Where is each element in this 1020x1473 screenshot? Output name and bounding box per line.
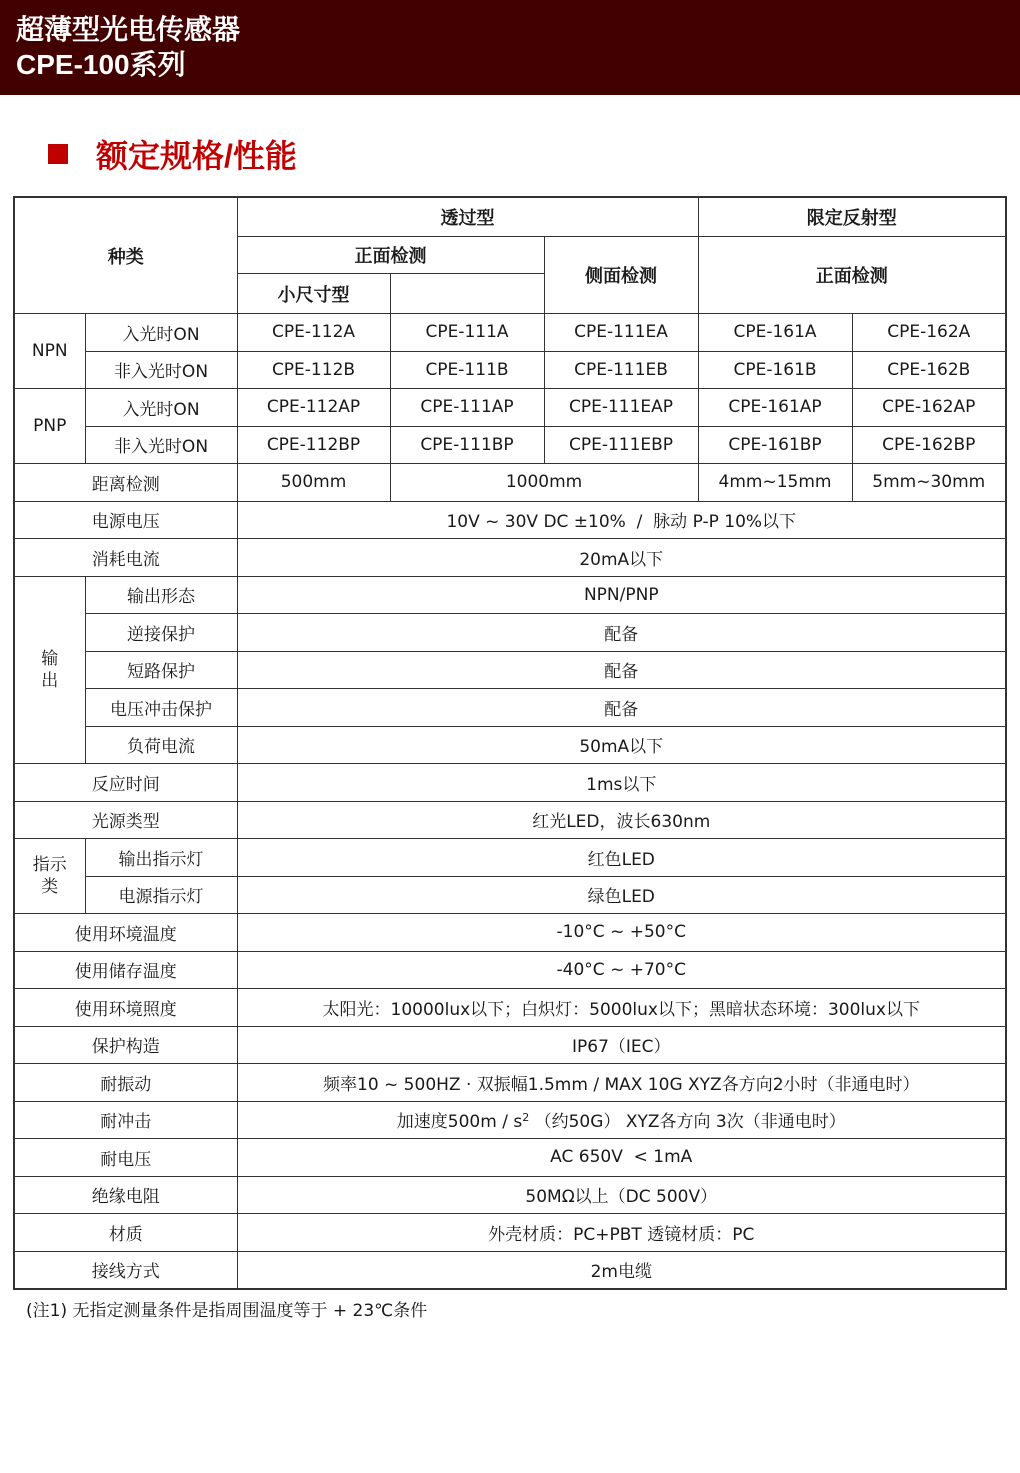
spec-value: 500mm [237,464,390,502]
spec-value: 配备 [237,614,1006,652]
model-cell: CPE-111EBP [544,426,698,464]
spec-value [237,1101,1006,1139]
model-cell: CPE-112AP [237,389,390,427]
spec-value: 50MΩ以上（DC 500V） [237,1176,1006,1214]
model-cell: CPE-111BP [390,426,544,464]
header-transmissive: 透过型 [237,197,698,236]
spec-value: NPN/PNP [237,576,1006,614]
spec-label: 短路保护 [85,651,237,689]
table-row [14,501,1006,539]
model-cell: CPE-162A [852,314,1006,352]
group-output [14,576,85,764]
table-row [14,989,1006,1027]
group-pnp: PNP [14,389,85,464]
table-row [14,314,1006,352]
spec-value: 红色LED [237,839,1006,877]
mode-label: 入光时ON [85,389,237,427]
table-row [14,651,1006,689]
table-row [14,1176,1006,1214]
footnote: (注1) 无指定测量条件是指周围温度等于 + 23℃条件 [26,1301,428,1321]
spec-label: 耐冲击 [14,1101,237,1139]
spec-value: 4mm~15mm [698,464,852,502]
table-row [14,801,1006,839]
table-row [14,351,1006,389]
spec-label: 使用储存温度 [14,951,237,989]
model-cell: CPE-112A [237,314,390,352]
model-cell: CPE-161AP [698,389,852,427]
spec-value: 20mA以下 [237,539,1006,577]
model-cell: CPE-111EB [544,351,698,389]
table-row [14,876,1006,914]
spec-value: 50mA以下 [237,726,1006,764]
square-bullet-icon [48,144,68,164]
spec-value: IP67（IEC） [237,1026,1006,1064]
table-row [14,914,1006,952]
model-cell: CPE-111B [390,351,544,389]
table-row [14,539,1006,577]
model-cell: CPE-111AP [390,389,544,427]
spec-label: 反应时间 [14,764,237,802]
header-band [0,0,1020,95]
shock-value-superscript: 2 [522,1111,530,1125]
spec-value: 红光LED，波长630nm [237,801,1006,839]
spec-label: 保护构造 [14,1026,237,1064]
model-cell: CPE-112B [237,351,390,389]
table-row [14,1214,1006,1252]
model-cell: CPE-161BP [698,426,852,464]
spec-value: 1000mm [390,464,698,502]
table-row [14,1251,1006,1289]
table-row [14,1139,1006,1177]
spec-value: -40°C ~ +70°C [237,951,1006,989]
spec-label: 光源类型 [14,801,237,839]
model-cell: CPE-161A [698,314,852,352]
model-cell: CPE-162B [852,351,1006,389]
spec-value: 配备 [237,689,1006,727]
table-row [14,614,1006,652]
spec-label: 使用环境温度 [14,914,237,952]
mode-label: 非入光时ON [85,351,237,389]
spec-label: 距离检测 [14,464,237,502]
header-empty-cell [390,274,544,314]
table-row [14,389,1006,427]
group-npn: NPN [14,314,85,389]
spec-label: 耐振动 [14,1064,237,1102]
spec-label: 电压冲击保护 [85,689,237,727]
group-indicators [14,839,85,914]
header-limited-reflective: 限定反射型 [698,197,1006,236]
spec-value: 5mm~30mm [852,464,1006,502]
spec-table [13,196,1007,1290]
spec-label: 绝缘电阻 [14,1176,237,1214]
model-cell: CPE-111EA [544,314,698,352]
spec-label: 消耗电流 [14,539,237,577]
spec-label: 电源指示灯 [85,876,237,914]
spec-label: 使用环境照度 [14,989,237,1027]
spec-label: 材质 [14,1214,237,1252]
shock-value-prefix: 加速度500m / s [396,1112,523,1133]
header-side-detection: 侧面检测 [544,236,698,314]
product-title: 超薄型光电传感器 [16,14,241,45]
spec-label: 负荷电流 [85,726,237,764]
model-cell: CPE-162AP [852,389,1006,427]
mode-label: 非入光时ON [85,426,237,464]
table-row [14,464,1006,502]
spec-label: 耐电压 [14,1139,237,1177]
mode-label: 入光时ON [85,314,237,352]
table-row [14,426,1006,464]
model-cell: CPE-161B [698,351,852,389]
table-row [14,951,1006,989]
spec-label: 输出形态 [85,576,237,614]
group-output-label: 输出 [41,648,59,691]
table-row [14,689,1006,727]
spec-label: 逆接保护 [85,614,237,652]
section-heading [48,132,297,176]
spec-value: 2m电缆 [237,1251,1006,1289]
spec-value: 配备 [237,651,1006,689]
table-row [14,839,1006,877]
table-row [14,576,1006,614]
spec-value: AC 650V < 1mA [237,1139,1006,1177]
spec-value: 外壳材质：PC+PBT 透镜材质：PC [237,1214,1006,1252]
header-kind: 种类 [14,197,237,314]
table-row [14,764,1006,802]
table-row [14,1064,1006,1102]
spec-value: 绿色LED [237,876,1006,914]
spec-label: 接线方式 [14,1251,237,1289]
header-front-detection: 正面检测 [237,236,544,274]
spec-value: 频率10 ~ 500HZ · 双振幅1.5mm / MAX 10G XYZ各方向2小时（非通电时） [237,1064,1006,1102]
spec-value: 太阳光：10000lux以下；白炽灯：5000lux以下；黑暗状态环境：300lux以下 [237,989,1006,1027]
product-series: CPE-100系列 [16,49,186,80]
model-cell: CPE-111A [390,314,544,352]
spec-label: 电源电压 [14,501,237,539]
spec-value: 10V ~ 30V DC ±10% / 脉动 P-P 10%以下 [237,501,1006,539]
table-row [14,1101,1006,1139]
section-title: 额定规格/性能 [96,138,297,174]
header-small-size: 小尺寸型 [237,274,390,314]
spec-value: 1ms以下 [237,764,1006,802]
group-indicators-label: 指示类 [32,855,67,897]
spec-value: -10°C ~ +50°C [237,914,1006,952]
shock-value-suffix: （约50G） XYZ各方向 3次（非通电时） [529,1112,846,1133]
model-cell: CPE-112BP [237,426,390,464]
header-front-detection-reflective: 正面检测 [698,236,1006,314]
table-row [14,726,1006,764]
table-row [14,1026,1006,1064]
model-cell: CPE-162BP [852,426,1006,464]
model-cell: CPE-111EAP [544,389,698,427]
spec-label: 输出指示灯 [85,839,237,877]
